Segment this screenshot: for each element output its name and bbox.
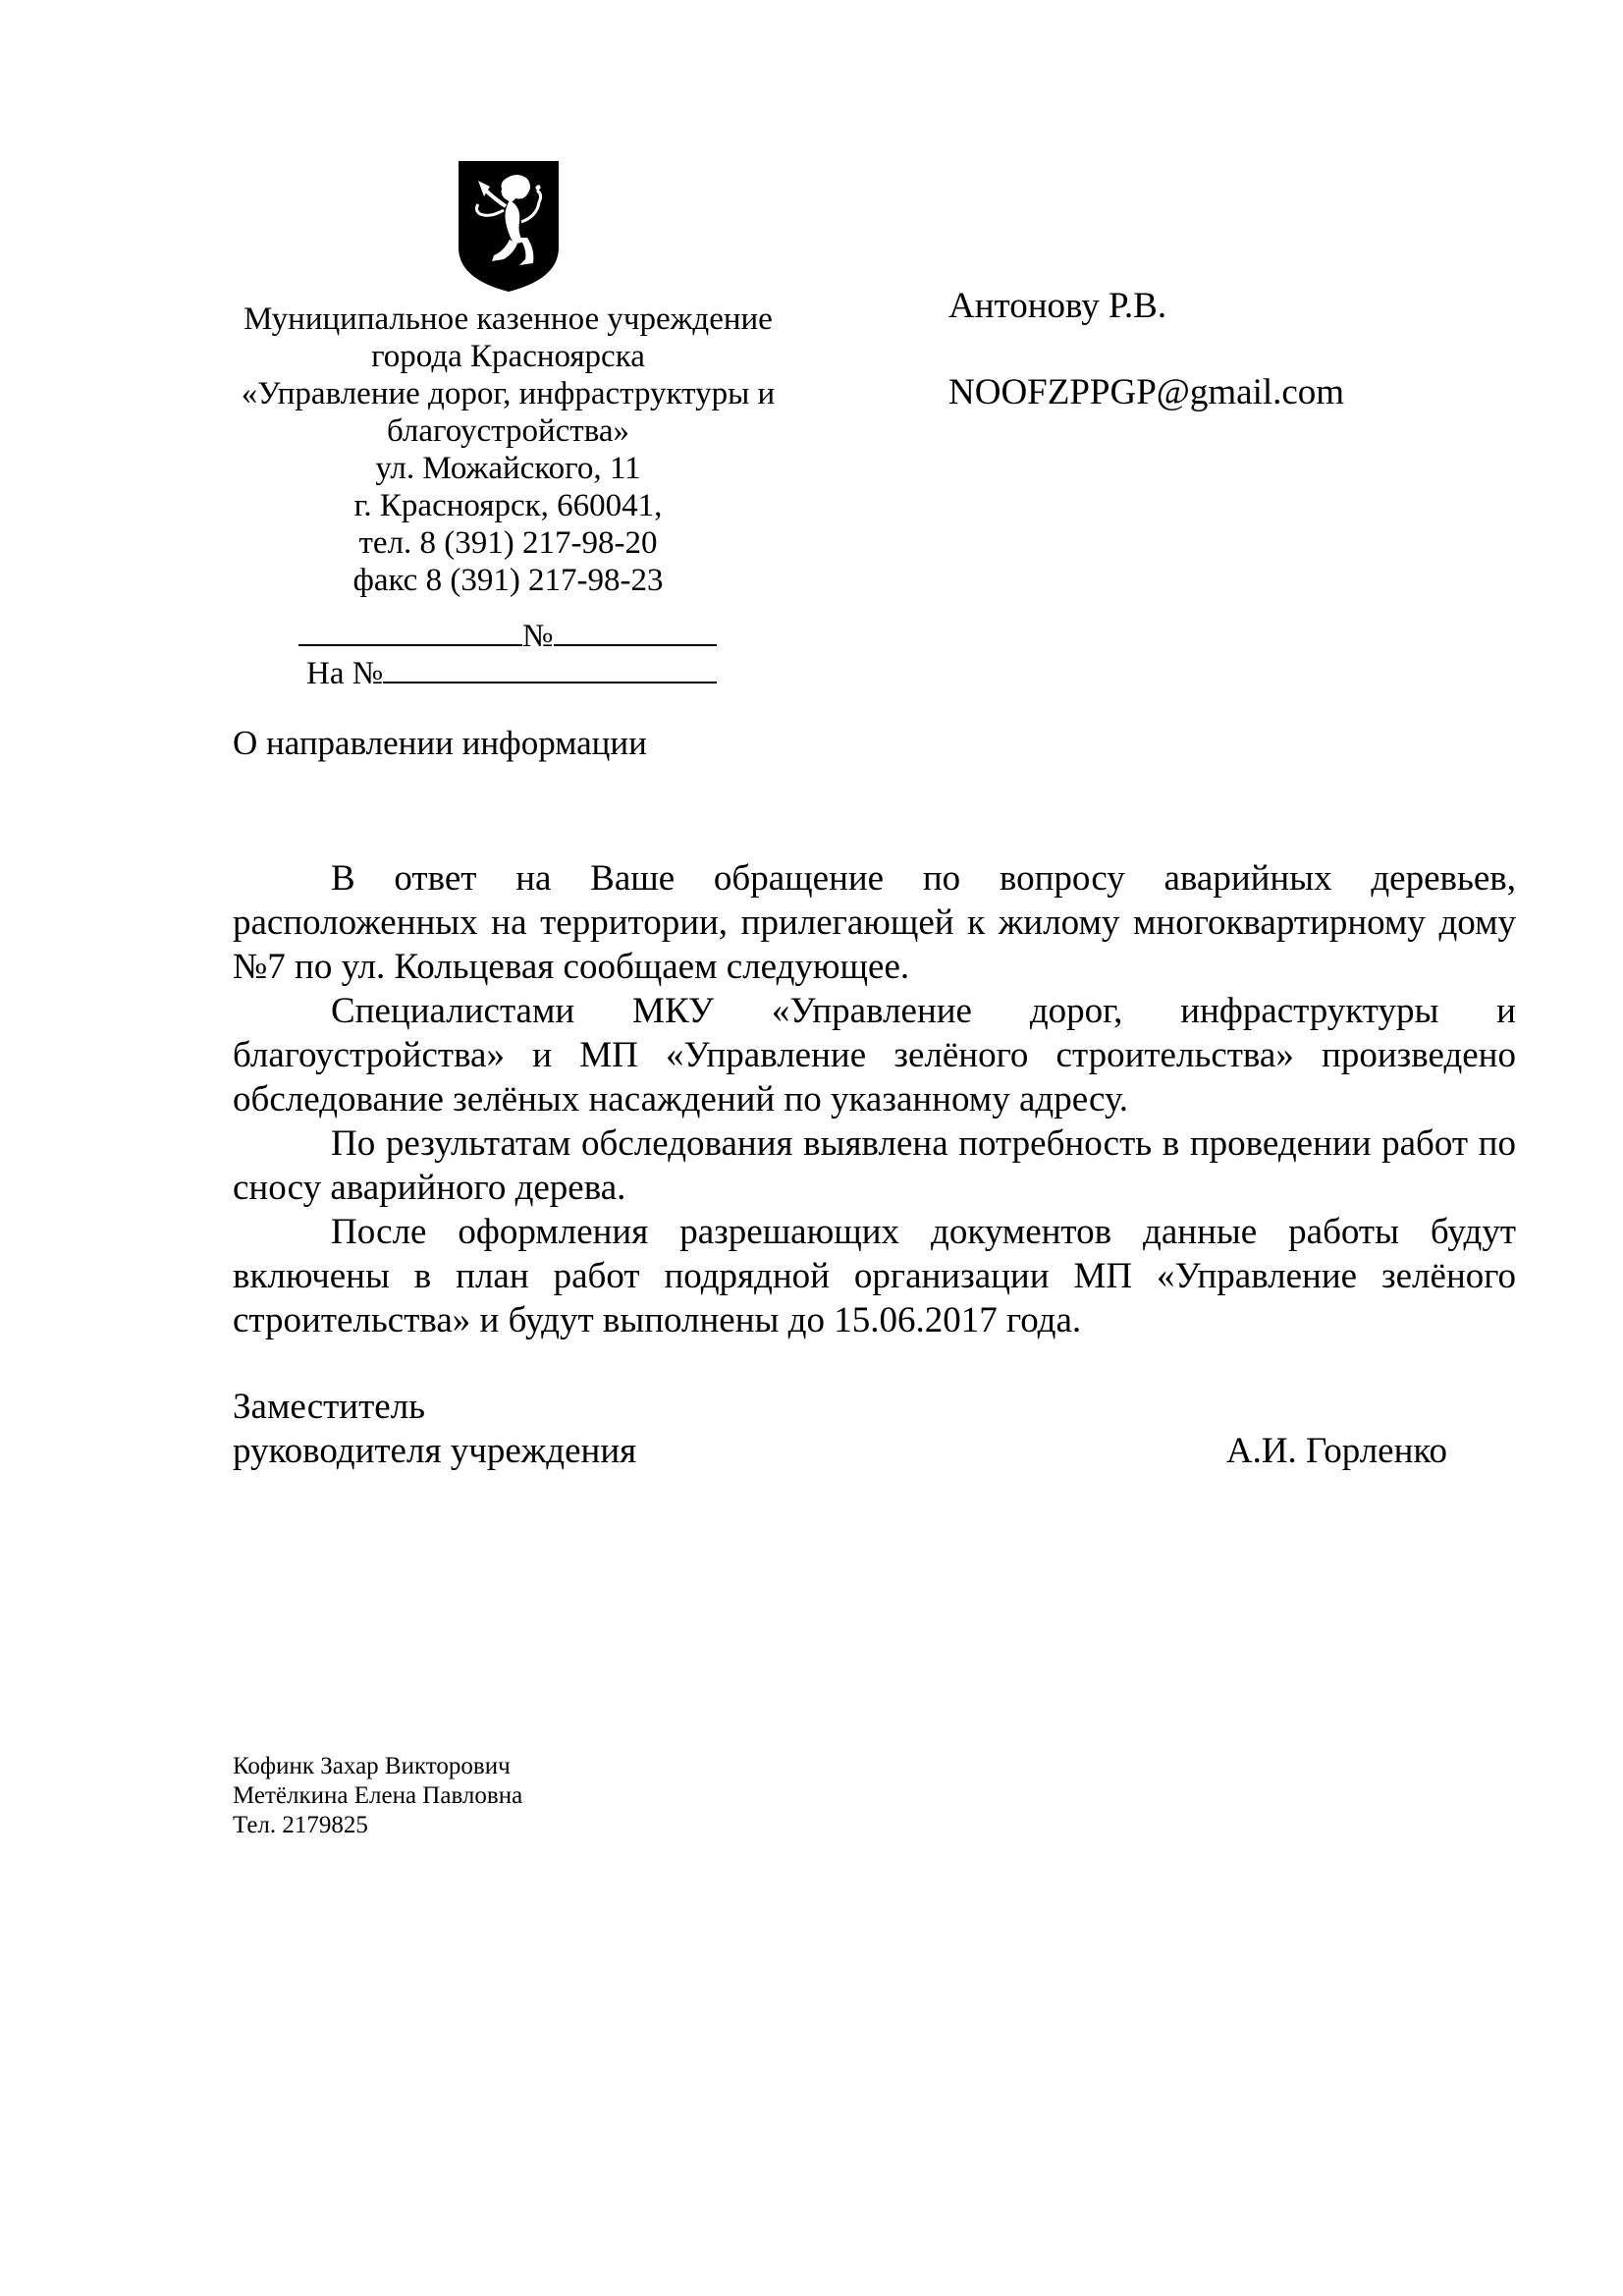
letter-subject: О направлении информации xyxy=(233,724,647,762)
org-address-street: ул. Можайского, 11 xyxy=(375,451,641,486)
org-name-line: благоустройства» xyxy=(386,413,630,449)
body-paragraph: По результатам обследования выявлена потребность в проведении работ по сносу аварийного дерева. xyxy=(233,1123,1516,1208)
reply-to-line xyxy=(306,652,717,692)
org-address-city: г. Красноярск, 660041, xyxy=(353,488,663,523)
date-blank xyxy=(298,615,522,646)
number-mark: № xyxy=(522,619,554,654)
body-paragraph: Специалистами МКУ «Управление дорог, инфраструктуры и благоустройства» и МП «Управление зелёного строительства» произведено обследование зелёных насаждений по указанному адресу. xyxy=(233,991,1516,1120)
reply-to-label: На № xyxy=(306,656,384,691)
body-paragraph: После оформления разрешающих документов данные работы будут включены в план работ подрядной организации МП «Управление зелёного строительства» и будут выполнены до 15.06.2017 года. xyxy=(233,1212,1516,1340)
executor-name: Кофинк Захар Викторович xyxy=(233,1753,511,1779)
org-fax: факс 8 (391) 217-98-23 xyxy=(352,563,664,598)
org-phone: тел. 8 (391) 217-98-20 xyxy=(358,525,658,561)
recipient-name: Антонову Р.В. xyxy=(948,286,1167,326)
org-name-line: города Красноярска xyxy=(371,339,645,374)
body-paragraph: В ответ на Ваше обращение по вопросу аварийных деревьев, расположенных на территории, прилегающей к жилому многоквартирному дому №7 по ул. Кольцевая сообщаем следующее. xyxy=(233,858,1516,987)
signer-position: Заместитель xyxy=(233,1387,426,1427)
org-name-line: «Управление дорог, инфраструктуры и xyxy=(241,376,776,411)
reply-to-blank xyxy=(383,652,717,683)
executor-block xyxy=(233,1752,522,1840)
coat-of-arms-icon xyxy=(455,157,563,295)
recipient-block xyxy=(948,285,1344,414)
executor-name: Метёлкина Елена Павловна xyxy=(233,1782,523,1809)
letterhead xyxy=(216,301,800,599)
number-blank xyxy=(554,615,717,646)
signature-block xyxy=(233,1385,1447,1473)
registration-number-line xyxy=(298,615,717,655)
signer-position: руководителя учреждения xyxy=(233,1431,637,1471)
org-name-line: Муниципальное казенное учреждение xyxy=(243,301,773,337)
signer-name: А.И. Горленко xyxy=(1225,1431,1447,1471)
executor-phone: Тел. 2179825 xyxy=(233,1812,368,1838)
recipient-email: NOOFZPPGP@gmail.com xyxy=(948,372,1345,412)
letter-body xyxy=(233,856,1516,1342)
